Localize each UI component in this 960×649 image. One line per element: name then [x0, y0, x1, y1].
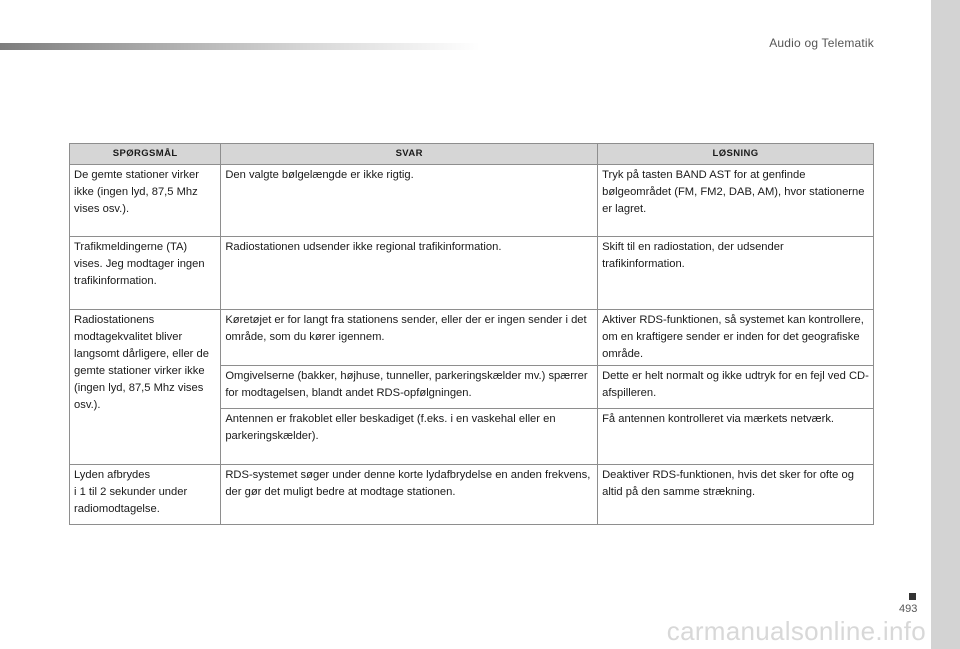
table-row [70, 165, 874, 237]
header-gradient-bar [0, 43, 480, 50]
watermark: carmanualsonline.info [666, 616, 926, 646]
answer-cell: Omgivelserne (bakker, højhuse, tunneller, parkeringskælder mv.) spærrer for modtagelsen, blandt andet RDS-opfølgningen. [221, 366, 598, 409]
answer-cell: Køretøjet er for langt fra stationens sender, eller der er ingen sender i det område, som du kører igennem. [221, 310, 598, 366]
page-number: 493 [899, 603, 918, 615]
answer-cell: Radiostationen udsender ikke regional trafikinformation. [221, 237, 598, 310]
header-question: SPØRGSMÅL [70, 144, 221, 165]
question-cell: Radiostationens modtagekvalitet bliver langsomt dårligere, eller de gemte stationer virker ikke (ingen lyd, 87,5 Mhz vises osv.). [70, 310, 221, 465]
header-answer: SVAR [221, 144, 598, 165]
answer-cell: Antennen er frakoblet eller beskadiget (f.eks. i en vaskehal eller en parkeringskælder). [221, 409, 598, 465]
header-solution: LØSNING [598, 144, 874, 165]
table-header-row [70, 144, 874, 165]
solution-cell: Tryk på tasten BAND AST for at genfinde bølgeområdet (FM, FM2, DAB, AM), hvor stationerne er lagret. [598, 165, 874, 237]
solution-cell: Få antennen kontrolleret via mærkets netværk. [598, 409, 874, 465]
answer-cell: Den valgte bølgelængde er ikke rigtig. [221, 165, 598, 237]
table-row [70, 465, 874, 525]
page-marker [909, 593, 916, 600]
solution-cell: Skift til en radiostation, der udsender trafikinformation. [598, 237, 874, 310]
solution-cell: Aktiver RDS-funktionen, så systemet kan kontrollere, om en kraftigere sender er inden for det geografiske område. [598, 310, 874, 366]
question-cell: Trafikmeldingerne (TA) vises. Jeg modtager ingen trafikinformation. [70, 237, 221, 310]
solution-cell: Dette er helt normalt og ikke udtryk for en fejl ved CD-afspilleren. [598, 366, 874, 409]
table-row [70, 310, 874, 366]
solution-cell: Deaktiver RDS-funktionen, hvis det sker for ofte og altid på den samme strækning. [598, 465, 874, 525]
side-margin-bar [931, 0, 960, 649]
answer-cell: RDS-systemet søger under denne korte lydafbrydelse en anden frekvens, der gør det muligt bedre at modtage stationen. [221, 465, 598, 525]
question-cell: De gemte stationer virker ikke (ingen lyd, 87,5 Mhz vises osv.). [70, 165, 221, 237]
section-title: Audio og Telematik [769, 36, 874, 50]
troubleshooting-table [69, 143, 874, 525]
question-cell: Lyden afbrydes i 1 til 2 sekunder under radiomodtagelse. [70, 465, 221, 525]
table-row [70, 237, 874, 310]
